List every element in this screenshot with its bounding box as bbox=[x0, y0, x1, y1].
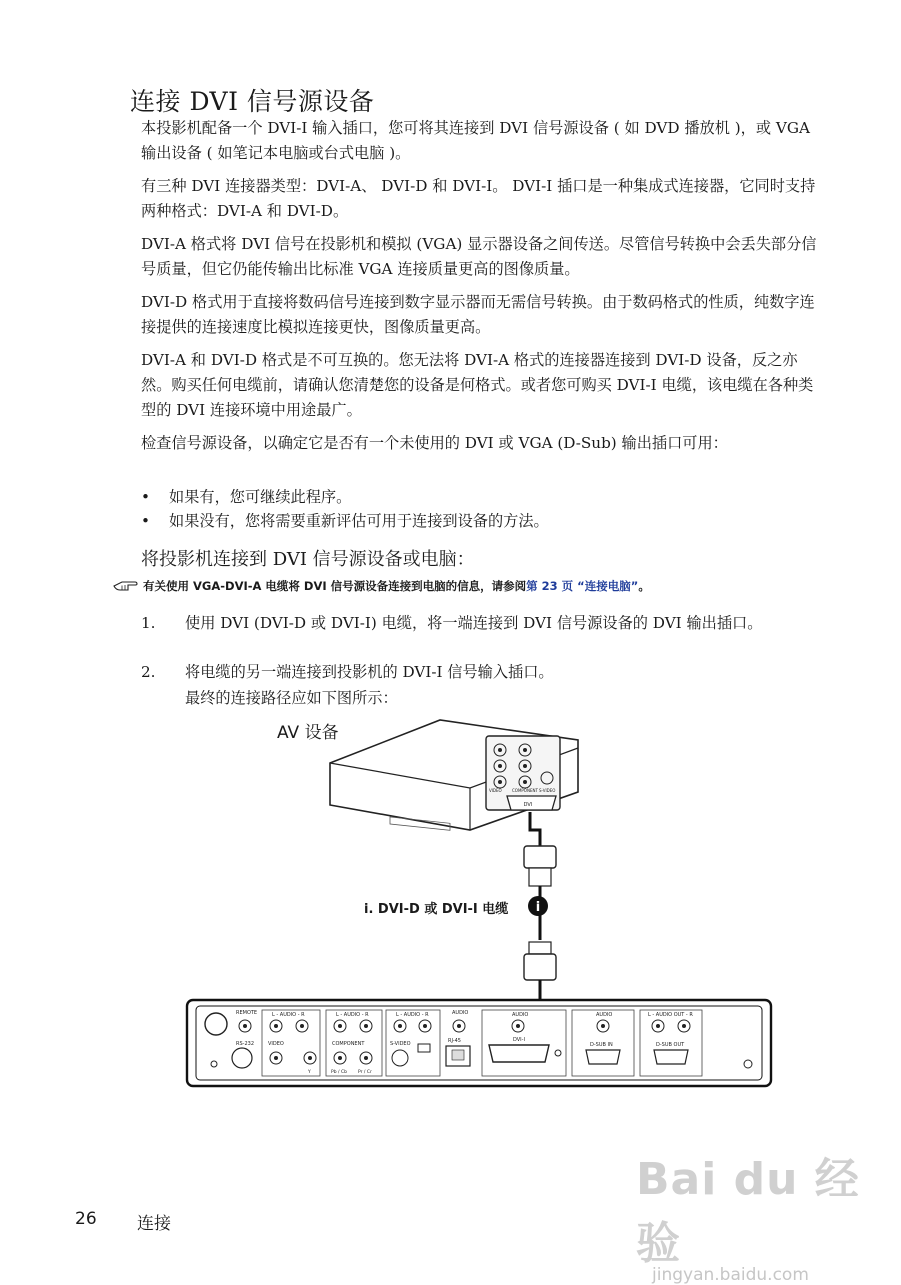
step-item: 2. 将电缆的另一端连接到投影机的 DVI-I 信号输入插口。 bbox=[141, 663, 554, 681]
page-title: 连接 DVI 信号源设备 bbox=[130, 87, 375, 116]
av-device bbox=[330, 720, 578, 830]
av-port-label: S-VIDEO bbox=[539, 788, 556, 793]
panel-label-dvii: DVI-I bbox=[513, 1037, 525, 1043]
panel-label-rj45: RJ-45 bbox=[448, 1038, 461, 1044]
watermark-logo: Bai du 经验 bbox=[636, 1154, 860, 1269]
watermark-url: jingyan.baidu.com bbox=[652, 1265, 809, 1285]
section-subheading: 将投影机连接到 DVI 信号源设备或电脑： bbox=[141, 549, 475, 570]
panel-label-prcr: Pr / Cr bbox=[358, 1070, 372, 1075]
panel-label-audio: L - AUDIO - R bbox=[272, 1012, 305, 1018]
watermark bbox=[636, 1143, 901, 1285]
av-port-label: VIDEO bbox=[489, 788, 502, 793]
page-number: 26 bbox=[75, 1209, 97, 1229]
page-reference-link[interactable]: 第 23 页 “连接电脑” bbox=[526, 579, 639, 593]
panel-label-audio: L - AUDIO - R bbox=[336, 1012, 369, 1018]
paragraph-compatibility: DVI-A 和 DVI-D 格式是不可互换的。您无法将 DVI-A 格式的连接器连接到 DVI-D 设备，反之亦然。购买任何电缆前，请确认您清楚您的设备是何格式。或者您可购买 DVI-I 电缆，该电缆在各种类型的 DVI 连接环境中用途最广。 bbox=[141, 351, 814, 419]
panel-label-y: Y bbox=[308, 1070, 311, 1075]
panel-label-audio2: AUDIO bbox=[512, 1012, 529, 1018]
step-item: 1. 使用 DVI (DVI-D 或 DVI-I) 电缆，将一端连接到 DVI 信号源设备的 DVI 输出插口。 bbox=[141, 614, 763, 632]
result-line: 最终的连接路径应如下图所示： bbox=[185, 689, 398, 707]
projector-panel bbox=[187, 1000, 771, 1086]
panel-label-remote: REMOTE bbox=[236, 1010, 258, 1016]
paragraph-check-source: 检查信号源设备，以确定它是否有一个未使用的 DVI 或 VGA (D-Sub) 输出插口可用： bbox=[141, 434, 728, 452]
av-port-label: DVI bbox=[523, 802, 533, 808]
panel-label-video: VIDEO bbox=[268, 1041, 284, 1047]
panel-label-svideo: S-VIDEO bbox=[390, 1041, 411, 1047]
av-device-label: AV 设备 bbox=[277, 723, 339, 743]
paragraph-connector-types: 有三种 DVI 连接器类型：DVI-A、 DVI-D 和 DVI-I。 DVI-I 插口是一种集成式连接器，它同时支持两种格式：DVI-A 和 DVI-D。 bbox=[141, 177, 816, 220]
panel-label-audio3: AUDIO bbox=[596, 1012, 613, 1018]
bullet-item: • 如果有，您可继续此程序。 bbox=[141, 488, 352, 506]
panel-label-component: COMPONENT bbox=[332, 1041, 365, 1047]
panel-label-rs232: RS-232 bbox=[236, 1041, 254, 1047]
panel-label-pbcb: Pb / Cb bbox=[331, 1070, 347, 1075]
panel-label-dsubin: D-SUB IN bbox=[590, 1042, 613, 1048]
panel-label-audioout: L - AUDIO OUT - R bbox=[648, 1012, 693, 1018]
note: 有关使用 VGA-DVI-A 电缆将 DVI 信号源设备连接到电脑的信息，请参阅第 23 页 “连接电脑”。 bbox=[113, 578, 650, 594]
panel-label-dsubout: D-SUB OUT bbox=[656, 1042, 685, 1048]
cable-label: i. DVI-D 或 DVI-I 电缆 bbox=[364, 902, 509, 917]
footer-section: 连接 bbox=[137, 1214, 171, 1234]
av-port-label: COMPONENT bbox=[512, 788, 538, 793]
paragraph-dvi-d: DVI-D 格式用于直接将数码信号连接到数字显示器而无需信号转换。由于数码格式的性质，纯数字连接提供的连接速度比模拟连接更快，图像质量更高。 bbox=[141, 293, 815, 336]
panel-label-audio: L - AUDIO - R bbox=[396, 1012, 429, 1018]
paragraph-dvi-a: DVI-A 格式将 DVI 信号在投影机和模拟 (VGA) 显示器设备之间传送。尽管信号转换中会丢失部分信号质量，但它仍能传输出比标准 VGA 连接质量更高的图像质量。 bbox=[141, 235, 817, 278]
paragraph-intro: 本投影机配备一个 DVI-I 输入插口，您可将其连接到 DVI 信号源设备 ( 如 DVD 播放机 )，或 VGA 输出设备 ( 如笔记本电脑或台式电脑 )。 bbox=[141, 119, 810, 162]
svg-text:i: i bbox=[535, 900, 541, 915]
panel-label-audio1: AUDIO bbox=[452, 1010, 469, 1016]
bullet-item: • 如果没有，您将需要重新评估可用于连接到设备的方法。 bbox=[141, 512, 549, 530]
